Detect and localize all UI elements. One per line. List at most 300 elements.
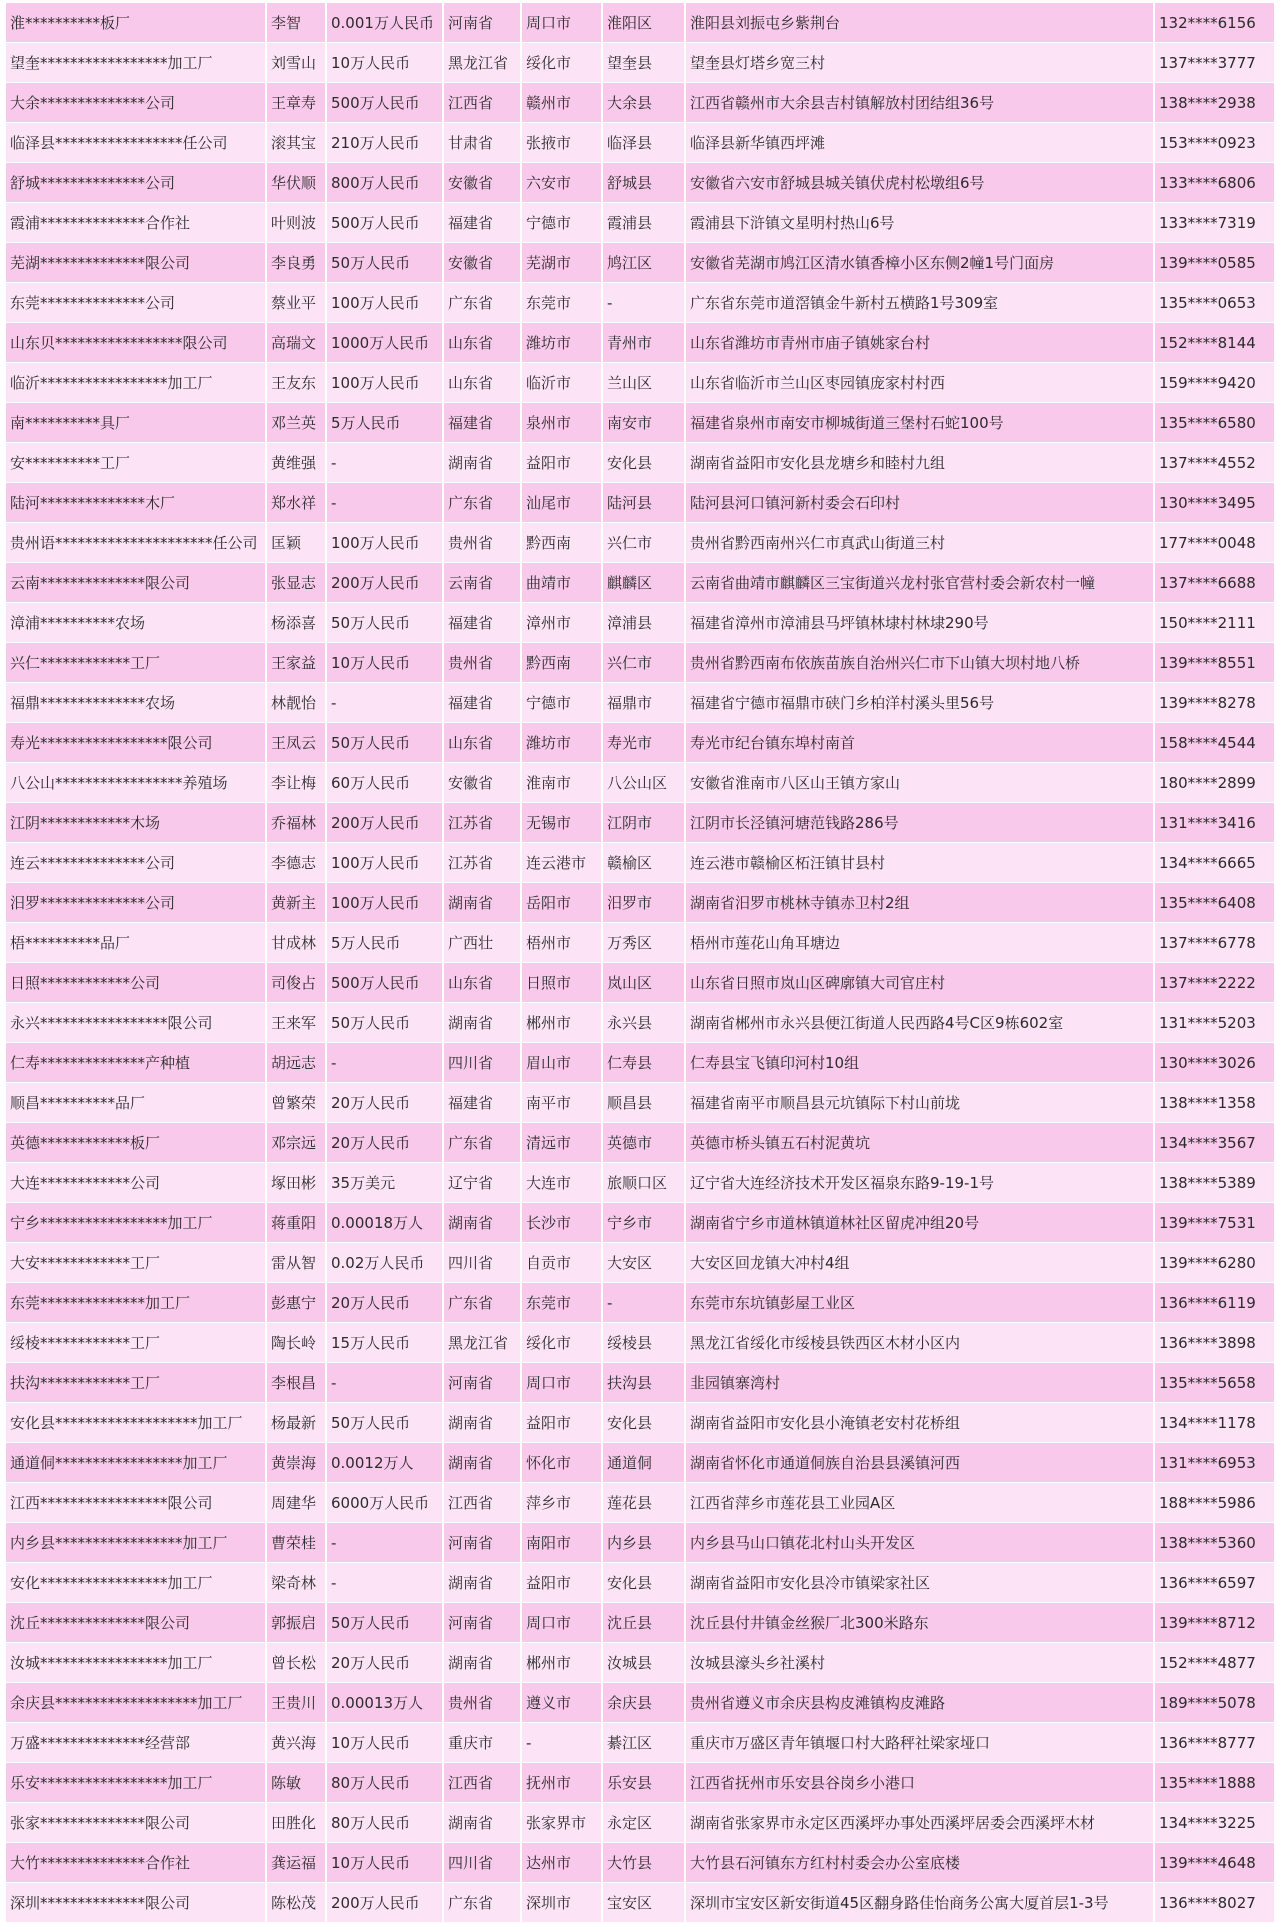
district-cell: 舒城县 — [602, 163, 685, 203]
table-row — [6, 1163, 1274, 1203]
phone-cell: 152****4877 — [1154, 1643, 1274, 1683]
table-row — [6, 1083, 1274, 1123]
legal-rep-cell: 李智 — [266, 3, 326, 43]
phone-cell: 159****9420 — [1154, 363, 1274, 403]
district-cell: 宁乡市 — [602, 1203, 685, 1243]
registered-capital-cell: 50万人民币 — [326, 1403, 443, 1443]
province-cell: 广东省 — [443, 483, 521, 523]
city-cell: 六安市 — [521, 163, 602, 203]
city-cell: 周口市 — [521, 1603, 602, 1643]
company-name-cell: 顺昌**********品厂 — [6, 1083, 266, 1123]
company-name-cell: 陆河**************木厂 — [6, 483, 266, 523]
company-name-cell: 大余**************公司 — [6, 83, 266, 123]
registered-capital-cell: 100万人民币 — [326, 523, 443, 563]
province-cell: 贵州省 — [443, 523, 521, 563]
city-cell: 达州市 — [521, 1843, 602, 1883]
company-name-cell: 南**********具厂 — [6, 403, 266, 443]
district-cell: 寿光市 — [602, 723, 685, 763]
table-row — [6, 523, 1274, 563]
registered-capital-cell: 200万人民币 — [326, 1883, 443, 1923]
company-name-cell: 通道侗*****************加工厂 — [6, 1443, 266, 1483]
table-row — [6, 1763, 1274, 1803]
address-cell: 安徽省淮南市八区山王镇方家山 — [685, 763, 1154, 803]
district-cell: 永兴县 — [602, 1003, 685, 1043]
city-cell: 漳州市 — [521, 603, 602, 643]
province-cell: 贵州省 — [443, 1683, 521, 1723]
city-cell: 泉州市 — [521, 403, 602, 443]
company-name-cell: 大连************公司 — [6, 1163, 266, 1203]
phone-cell: 158****4544 — [1154, 723, 1274, 763]
phone-cell: 137****3777 — [1154, 43, 1274, 83]
legal-rep-cell: 黄新主 — [266, 883, 326, 923]
registered-capital-cell: 50万人民币 — [326, 243, 443, 283]
address-cell: 湖南省汨罗市桃林寺镇赤卫村2组 — [685, 883, 1154, 923]
legal-rep-cell: 林靓怡 — [266, 683, 326, 723]
registered-capital-cell: 6000万人民币 — [326, 1483, 443, 1523]
district-cell: 鸠江区 — [602, 243, 685, 283]
phone-cell: 150****2111 — [1154, 603, 1274, 643]
city-cell: 大连市 — [521, 1163, 602, 1203]
table-row — [6, 563, 1274, 603]
district-cell: - — [602, 283, 685, 323]
company-name-cell: 仁寿**************产种植 — [6, 1043, 266, 1083]
table-row — [6, 1123, 1274, 1163]
district-cell: 淮阳区 — [602, 3, 685, 43]
address-cell: 寿光市纪台镇东埠村南首 — [685, 723, 1154, 763]
company-name-cell: 山东贝*****************限公司 — [6, 323, 266, 363]
legal-rep-cell: 高瑞文 — [266, 323, 326, 363]
phone-cell: 138****5389 — [1154, 1163, 1274, 1203]
city-cell: 张家界市 — [521, 1803, 602, 1843]
registered-capital-cell: 0.02万人民币 — [326, 1243, 443, 1283]
address-cell: 英德市桥头镇五石村泥黄坑 — [685, 1123, 1154, 1163]
address-cell: 安徽省芜湖市鸠江区清水镇香樟小区东侧2幢1号门面房 — [685, 243, 1154, 283]
district-cell: 汝城县 — [602, 1643, 685, 1683]
legal-rep-cell: 李让梅 — [266, 763, 326, 803]
province-cell: 福建省 — [443, 403, 521, 443]
legal-rep-cell: 叶则波 — [266, 203, 326, 243]
registered-capital-cell: 0.00018万人 — [326, 1203, 443, 1243]
province-cell: 江苏省 — [443, 843, 521, 883]
phone-cell: 136****6119 — [1154, 1283, 1274, 1323]
phone-cell: 137****4552 — [1154, 443, 1274, 483]
province-cell: 江苏省 — [443, 803, 521, 843]
city-cell: 岳阳市 — [521, 883, 602, 923]
district-cell: 赣榆区 — [602, 843, 685, 883]
phone-cell: 136****8777 — [1154, 1723, 1274, 1763]
company-name-cell: 临泽县*****************任公司 — [6, 123, 266, 163]
phone-cell: 135****6580 — [1154, 403, 1274, 443]
province-cell: 黑龙江省 — [443, 43, 521, 83]
table-row — [6, 83, 1274, 123]
district-cell: 福鼎市 — [602, 683, 685, 723]
company-name-cell: 汝城*****************加工厂 — [6, 1643, 266, 1683]
district-cell: 安化县 — [602, 1563, 685, 1603]
district-cell: 南安市 — [602, 403, 685, 443]
city-cell: 眉山市 — [521, 1043, 602, 1083]
legal-rep-cell: 刘雪山 — [266, 43, 326, 83]
district-cell: 临泽县 — [602, 123, 685, 163]
province-cell: 江西省 — [443, 1483, 521, 1523]
registered-capital-cell: - — [326, 483, 443, 523]
phone-cell: 152****8144 — [1154, 323, 1274, 363]
address-cell: 湖南省益阳市安化县冷市镇梁家社区 — [685, 1563, 1154, 1603]
phone-cell: 137****6688 — [1154, 563, 1274, 603]
district-cell: 旅顺口区 — [602, 1163, 685, 1203]
registered-capital-cell: 15万人民币 — [326, 1323, 443, 1363]
city-cell: 黔西南 — [521, 643, 602, 683]
address-cell: 贵州省遵义市余庆县构皮滩镇构皮滩路 — [685, 1683, 1154, 1723]
district-cell: 仁寿县 — [602, 1043, 685, 1083]
registered-capital-cell: - — [326, 1043, 443, 1083]
registered-capital-cell: 100万人民币 — [326, 283, 443, 323]
phone-cell: 135****5658 — [1154, 1363, 1274, 1403]
company-name-cell: 汨罗**************公司 — [6, 883, 266, 923]
province-cell: 河南省 — [443, 1363, 521, 1403]
province-cell: 广西壮 — [443, 923, 521, 963]
legal-rep-cell: 司俊占 — [266, 963, 326, 1003]
legal-rep-cell: 王凤云 — [266, 723, 326, 763]
province-cell: 黑龙江省 — [443, 1323, 521, 1363]
address-cell: 辽宁省大连经济技术开发区福泉东路9-19-1号 — [685, 1163, 1154, 1203]
table-row — [6, 1003, 1274, 1043]
district-cell: 扶沟县 — [602, 1363, 685, 1403]
table-row — [6, 1683, 1274, 1723]
province-cell: 福建省 — [443, 603, 521, 643]
company-name-cell: 舒城**************公司 — [6, 163, 266, 203]
phone-cell: 138****1358 — [1154, 1083, 1274, 1123]
city-cell: 周口市 — [521, 1363, 602, 1403]
company-name-cell: 寿光*****************限公司 — [6, 723, 266, 763]
legal-rep-cell: 郑水祥 — [266, 483, 326, 523]
registered-capital-cell: 10万人民币 — [326, 643, 443, 683]
registered-capital-cell: 10万人民币 — [326, 43, 443, 83]
city-cell: 长沙市 — [521, 1203, 602, 1243]
table-row — [6, 1243, 1274, 1283]
company-name-cell: 淮**********板厂 — [6, 3, 266, 43]
phone-cell: 139****7531 — [1154, 1203, 1274, 1243]
address-cell: 福建省漳州市漳浦县马坪镇林埭村林埭290号 — [685, 603, 1154, 643]
table-row — [6, 603, 1274, 643]
registered-capital-cell: 80万人民币 — [326, 1763, 443, 1803]
registered-capital-cell: 500万人民币 — [326, 203, 443, 243]
legal-rep-cell: 王来军 — [266, 1003, 326, 1043]
address-cell: 福建省泉州市南安市柳城街道三堡村石蛇100号 — [685, 403, 1154, 443]
company-name-cell: 大竹**************合作社 — [6, 1843, 266, 1883]
legal-rep-cell: 梁奇林 — [266, 1563, 326, 1603]
city-cell: 汕尾市 — [521, 483, 602, 523]
province-cell: 四川省 — [443, 1843, 521, 1883]
address-cell: 湖南省益阳市安化县龙塘乡和睦村九组 — [685, 443, 1154, 483]
address-cell: 贵州省黔西南布依族苗族自治州兴仁市下山镇大坝村地八桥 — [685, 643, 1154, 683]
phone-cell: 133****6806 — [1154, 163, 1274, 203]
phone-cell: 131****3416 — [1154, 803, 1274, 843]
registered-capital-cell: 200万人民币 — [326, 563, 443, 603]
phone-cell: 135****1888 — [1154, 1763, 1274, 1803]
province-cell: 安徽省 — [443, 243, 521, 283]
address-cell: 汝城县濠头乡社溪村 — [685, 1643, 1154, 1683]
company-name-cell: 扶沟************工厂 — [6, 1363, 266, 1403]
district-cell: 青州市 — [602, 323, 685, 363]
legal-rep-cell: 王贵川 — [266, 1683, 326, 1723]
address-cell: 福建省南平市顺昌县元坑镇际下村山前垅 — [685, 1083, 1154, 1123]
district-cell: 八公山区 — [602, 763, 685, 803]
company-name-cell: 兴仁************工厂 — [6, 643, 266, 683]
registered-capital-cell: 5万人民币 — [326, 403, 443, 443]
city-cell: 益阳市 — [521, 1403, 602, 1443]
phone-cell: 131****6953 — [1154, 1443, 1274, 1483]
table-row — [6, 123, 1274, 163]
province-cell: 广东省 — [443, 1283, 521, 1323]
table-row — [6, 1563, 1274, 1603]
district-cell: 顺昌县 — [602, 1083, 685, 1123]
province-cell: 福建省 — [443, 203, 521, 243]
city-cell: 萍乡市 — [521, 1483, 602, 1523]
phone-cell: 139****8278 — [1154, 683, 1274, 723]
city-cell: 日照市 — [521, 963, 602, 1003]
district-cell: 大余县 — [602, 83, 685, 123]
district-cell: 岚山区 — [602, 963, 685, 1003]
table-row — [6, 763, 1274, 803]
city-cell: 益阳市 — [521, 1563, 602, 1603]
company-name-cell: 宁乡*****************加工厂 — [6, 1203, 266, 1243]
province-cell: 福建省 — [443, 683, 521, 723]
address-cell: 江西省赣州市大余县吉村镇解放村团结组36号 — [685, 83, 1154, 123]
province-cell: 重庆市 — [443, 1723, 521, 1763]
city-cell: 南平市 — [521, 1083, 602, 1123]
district-cell: 望奎县 — [602, 43, 685, 83]
province-cell: 山东省 — [443, 363, 521, 403]
province-cell: 江西省 — [443, 83, 521, 123]
table-row — [6, 43, 1274, 83]
city-cell: 梧州市 — [521, 923, 602, 963]
city-cell: 绥化市 — [521, 1323, 602, 1363]
province-cell: 广东省 — [443, 1883, 521, 1923]
address-cell: 江西省萍乡市莲花县工业园A区 — [685, 1483, 1154, 1523]
address-cell: 望奎县灯塔乡宽三村 — [685, 43, 1154, 83]
address-cell: 江阴市长泾镇河塘范钱路286号 — [685, 803, 1154, 843]
phone-cell: 136****6597 — [1154, 1563, 1274, 1603]
legal-rep-cell: 黄崇海 — [266, 1443, 326, 1483]
company-name-cell: 连云**************公司 — [6, 843, 266, 883]
legal-rep-cell: 曹荣桂 — [266, 1523, 326, 1563]
phone-cell: 139****8712 — [1154, 1603, 1274, 1643]
table-row — [6, 1283, 1274, 1323]
province-cell: 河南省 — [443, 3, 521, 43]
province-cell: 湖南省 — [443, 443, 521, 483]
registered-capital-cell: 100万人民币 — [326, 363, 443, 403]
district-cell: 兰山区 — [602, 363, 685, 403]
address-cell: 福建省宁德市福鼎市硖门乡柏洋村溪头里56号 — [685, 683, 1154, 723]
province-cell: 湖南省 — [443, 883, 521, 923]
phone-cell: 139****6280 — [1154, 1243, 1274, 1283]
table-row — [6, 243, 1274, 283]
city-cell: 绥化市 — [521, 43, 602, 83]
legal-rep-cell: 黄兴海 — [266, 1723, 326, 1763]
legal-rep-cell: 黄维强 — [266, 443, 326, 483]
registered-capital-cell: 20万人民币 — [326, 1083, 443, 1123]
city-cell: 东莞市 — [521, 1283, 602, 1323]
district-cell: 乐安县 — [602, 1763, 685, 1803]
company-name-cell: 安**********工厂 — [6, 443, 266, 483]
company-name-cell: 日照************公司 — [6, 963, 266, 1003]
province-cell: 四川省 — [443, 1043, 521, 1083]
legal-rep-cell: 塚田彬 — [266, 1163, 326, 1203]
registered-capital-cell: 50万人民币 — [326, 723, 443, 763]
company-table — [6, 3, 1274, 1923]
company-name-cell: 沈丘**************限公司 — [6, 1603, 266, 1643]
table-row — [6, 843, 1274, 883]
district-cell: 江阴市 — [602, 803, 685, 843]
registered-capital-cell: - — [326, 443, 443, 483]
registered-capital-cell: 500万人民币 — [326, 83, 443, 123]
address-cell: 内乡县马山口镇花北村山头开发区 — [685, 1523, 1154, 1563]
phone-cell: 130****3495 — [1154, 483, 1274, 523]
company-name-cell: 英德************板厂 — [6, 1123, 266, 1163]
legal-rep-cell: 张显志 — [266, 563, 326, 603]
company-name-cell: 绥棱************工厂 — [6, 1323, 266, 1363]
district-cell: 内乡县 — [602, 1523, 685, 1563]
city-cell: 南阳市 — [521, 1523, 602, 1563]
city-cell: 曲靖市 — [521, 563, 602, 603]
address-cell: 临泽县新华镇西坪滩 — [685, 123, 1154, 163]
phone-cell: 134****3225 — [1154, 1803, 1274, 1843]
city-cell: 深圳市 — [521, 1883, 602, 1923]
phone-cell: 134****3567 — [1154, 1123, 1274, 1163]
district-cell: 麒麟区 — [602, 563, 685, 603]
district-cell: 永定区 — [602, 1803, 685, 1843]
province-cell: 福建省 — [443, 1083, 521, 1123]
legal-rep-cell: 王友东 — [266, 363, 326, 403]
phone-cell: 177****0048 — [1154, 523, 1274, 563]
table-row — [6, 803, 1274, 843]
registered-capital-cell: 100万人民币 — [326, 883, 443, 923]
table-row — [6, 1803, 1274, 1843]
district-cell: 通道侗 — [602, 1443, 685, 1483]
city-cell: 芜湖市 — [521, 243, 602, 283]
legal-rep-cell: 雷从智 — [266, 1243, 326, 1283]
table-row — [6, 683, 1274, 723]
city-cell: - — [521, 1723, 602, 1763]
phone-cell: 188****5986 — [1154, 1483, 1274, 1523]
registered-capital-cell: - — [326, 683, 443, 723]
phone-cell: 138****2938 — [1154, 83, 1274, 123]
district-cell: 英德市 — [602, 1123, 685, 1163]
phone-cell: 139****4648 — [1154, 1843, 1274, 1883]
legal-rep-cell: 曾繁荣 — [266, 1083, 326, 1123]
address-cell: 贵州省黔西南州兴仁市真武山街道三村 — [685, 523, 1154, 563]
address-cell: 山东省日照市岚山区碑廓镇大司官庄村 — [685, 963, 1154, 1003]
phone-cell: 138****5360 — [1154, 1523, 1274, 1563]
company-name-cell: 安化*****************加工厂 — [6, 1563, 266, 1603]
province-cell: 湖南省 — [443, 1563, 521, 1603]
legal-rep-cell: 滚其宝 — [266, 123, 326, 163]
phone-cell: 133****7319 — [1154, 203, 1274, 243]
company-name-cell: 万盛**************经营部 — [6, 1723, 266, 1763]
company-name-cell: 霞浦**************合作社 — [6, 203, 266, 243]
table-row — [6, 883, 1274, 923]
legal-rep-cell: 曾长松 — [266, 1643, 326, 1683]
phone-cell: 135****0653 — [1154, 283, 1274, 323]
district-cell: 余庆县 — [602, 1683, 685, 1723]
address-cell: 山东省潍坊市青州市庙子镇姚家台村 — [685, 323, 1154, 363]
table-row — [6, 1483, 1274, 1523]
registered-capital-cell: 50万人民币 — [326, 603, 443, 643]
company-name-cell: 内乡县*****************加工厂 — [6, 1523, 266, 1563]
district-cell: 綦江区 — [602, 1723, 685, 1763]
registered-capital-cell: 200万人民币 — [326, 803, 443, 843]
province-cell: 湖南省 — [443, 1403, 521, 1443]
district-cell: 漳浦县 — [602, 603, 685, 643]
legal-rep-cell: 杨添喜 — [266, 603, 326, 643]
address-cell: 湖南省怀化市通道侗族自治县县溪镇河西 — [685, 1443, 1154, 1483]
city-cell: 自贡市 — [521, 1243, 602, 1283]
phone-cell: 139****8551 — [1154, 643, 1274, 683]
address-cell: 韭园镇寨湾村 — [685, 1363, 1154, 1403]
company-name-cell: 永兴*****************限公司 — [6, 1003, 266, 1043]
address-cell: 云南省曲靖市麒麟区三宝街道兴龙村张官营村委会新农村一幢 — [685, 563, 1154, 603]
company-name-cell: 江西*****************限公司 — [6, 1483, 266, 1523]
registered-capital-cell: 0.00013万人 — [326, 1683, 443, 1723]
table-row — [6, 1523, 1274, 1563]
address-cell: 湖南省益阳市安化县小淹镇老安村花桥组 — [685, 1403, 1154, 1443]
phone-cell: 134****6665 — [1154, 843, 1274, 883]
province-cell: 甘肃省 — [443, 123, 521, 163]
phone-cell: 180****2899 — [1154, 763, 1274, 803]
district-cell: 兴仁市 — [602, 643, 685, 683]
registered-capital-cell: 800万人民币 — [326, 163, 443, 203]
table-row — [6, 1643, 1274, 1683]
province-cell: 湖南省 — [443, 1643, 521, 1683]
legal-rep-cell: 王章寿 — [266, 83, 326, 123]
province-cell: 安徽省 — [443, 163, 521, 203]
address-cell: 陆河县河口镇河新村委会石印村 — [685, 483, 1154, 523]
company-name-cell: 乐安*****************加工厂 — [6, 1763, 266, 1803]
legal-rep-cell: 龚运福 — [266, 1843, 326, 1883]
address-cell: 黑龙江省绥化市绥棱县铁西区木材小区内 — [685, 1323, 1154, 1363]
legal-rep-cell: 胡远志 — [266, 1043, 326, 1083]
city-cell: 潍坊市 — [521, 323, 602, 363]
city-cell: 黔西南 — [521, 523, 602, 563]
address-cell: 仁寿县宝飞镇印河村10组 — [685, 1043, 1154, 1083]
district-cell: 兴仁市 — [602, 523, 685, 563]
registered-capital-cell: 35万美元 — [326, 1163, 443, 1203]
district-cell: 绥棱县 — [602, 1323, 685, 1363]
phone-cell: 189****5078 — [1154, 1683, 1274, 1723]
address-cell: 广东省东莞市道滘镇金牛新村五横路1号309室 — [685, 283, 1154, 323]
table-row — [6, 1443, 1274, 1483]
province-cell: 山东省 — [443, 963, 521, 1003]
province-cell: 广东省 — [443, 1123, 521, 1163]
table-row — [6, 923, 1274, 963]
legal-rep-cell: 陶长岭 — [266, 1323, 326, 1363]
city-cell: 宁德市 — [521, 683, 602, 723]
province-cell: 江西省 — [443, 1763, 521, 1803]
company-name-cell: 深圳**************限公司 — [6, 1883, 266, 1923]
table-row — [6, 1883, 1274, 1923]
address-cell: 大竹县石河镇东方红村村委会办公室底楼 — [685, 1843, 1154, 1883]
district-cell: 莲花县 — [602, 1483, 685, 1523]
legal-rep-cell: 邓兰英 — [266, 403, 326, 443]
address-cell: 霞浦县下浒镇文星明村热山6号 — [685, 203, 1154, 243]
legal-rep-cell: 匡颖 — [266, 523, 326, 563]
district-cell: 大竹县 — [602, 1843, 685, 1883]
registered-capital-cell: 0.0012万人 — [326, 1443, 443, 1483]
phone-cell: 136****8027 — [1154, 1883, 1274, 1923]
table-row — [6, 163, 1274, 203]
registered-capital-cell: 20万人民币 — [326, 1643, 443, 1683]
legal-rep-cell: 陈松茂 — [266, 1883, 326, 1923]
